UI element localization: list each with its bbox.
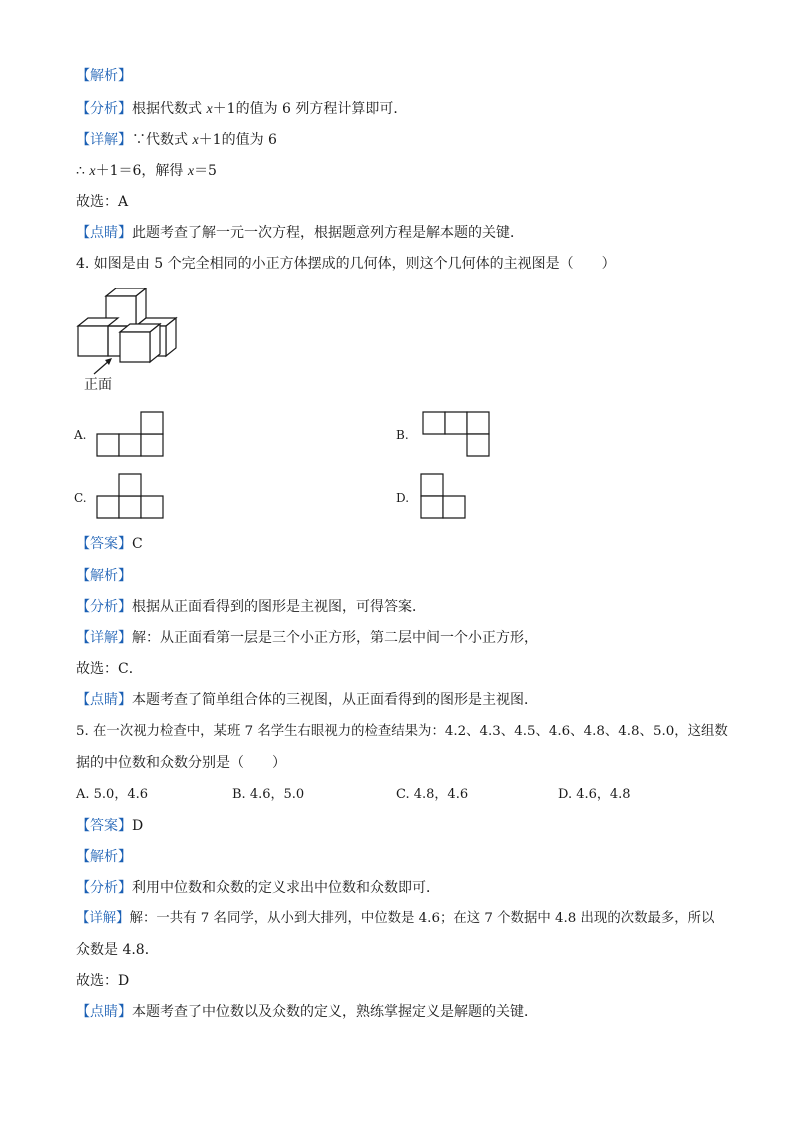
q4-jiexi-tag: 【解析】 [76,568,132,584]
q5-dianjing-text: 本题考查了中位数以及众数的定义，熟练掌握定义是解题的关键． [132,1004,538,1020]
q5-stem-line2: 据的中位数和众数分别是（ ） [76,755,286,771]
q3-step-var2: x [187,164,195,179]
q4-option-a-label: A. [74,428,87,442]
q3-xiangjie-tag: 【详解】 [76,132,132,148]
q5-option-c: C. 4.8，4.6 [396,787,469,802]
q5-option-a: A. 5.0，4.6 [76,787,149,802]
q3-xiangjie-pre: ∵代数式 [132,132,193,148]
q3-remark [76,224,524,242]
q5-detail-line1 [76,910,714,928]
q5-remark [76,1003,538,1021]
q4-option-a-figure [96,411,166,459]
q4-option-d-figure [420,473,468,521]
q3-fenxi-post: 的值为 6 列方程计算即可． [235,101,408,117]
q5-fenxi-tag: 【分析】 [76,880,132,896]
q3-detail [76,131,277,150]
q5-fenxi-text: 利用中位数和众数的定义求出中位数和众数即可． [132,880,440,896]
q5-jiexi-heading [76,848,132,866]
q3-dianjing-text: 此题考查了解一元一次方程，根据题意列方程是解本题的关键． [132,225,524,241]
q3-fenxi-pre: 根据代数式 [132,101,207,117]
q5-option-d: D. 4.6，4.8 [558,787,631,802]
q4-option-d-label: D. [396,491,410,505]
q3-xiangjie-var: x [192,133,199,148]
q4-remark [76,691,538,709]
q4-xiangjie-text: 解：从正面看第一层是三个小正方形，第二层中间一个小正方形， [132,630,538,646]
q4-option-c-figure [96,473,166,521]
q4-analysis [76,598,426,616]
q5-answer [76,817,143,835]
q4-answer-value: C [132,536,143,552]
q4-dianjing-text: 本题考查了简单组合体的三视图，从正面看得到的图形是主视图． [132,692,538,708]
q4-jiexi-heading [76,567,132,585]
q4-fenxi-text: 根据从正面看得到的图形是主视图，可得答案． [132,599,426,615]
q4-answer-line: 故选：C． [76,661,143,677]
q4-answer-tag: 【答案】 [76,536,132,552]
q3-step-post: ＝5 [194,163,217,179]
q4-fenxi-tag: 【分析】 [76,599,132,615]
q3-fenxi-tag: 【分析】 [76,101,132,117]
q3-fenxi-var: x [206,102,213,117]
q3-step-var: x [89,164,96,179]
q5-jiexi-tag: 【解析】 [76,849,132,865]
q5-xiangjie-tag: 【详解】 [76,911,130,926]
q4-option-b-figure [422,411,492,459]
q5-answer-tag: 【答案】 [76,818,132,834]
q5-answer-value: D [132,818,144,834]
q3-dianjing-tag: 【点睛】 [76,225,132,241]
q3-jiexi-tag: 【解析】 [76,68,132,84]
q5-dianjing-tag: 【点睛】 [76,1004,132,1020]
q3-analysis [76,100,407,119]
q3-step-pre: ∴ [76,163,90,179]
q3-fenxi-expr: ＋1 [212,101,236,117]
q4-option-b-label: B. [396,428,409,442]
q4-detail [76,629,538,647]
q5-answer-line: 故选：D [76,973,130,989]
q3-jiexi-heading [76,67,132,85]
q4-front-label: 正面 [84,377,112,393]
q3-step [76,162,217,181]
q4-dianjing-tag: 【点睛】 [76,692,132,708]
q3-step-mid: ＋1＝6，解得 [95,163,188,179]
q4-xiangjie-tag: 【详解】 [76,630,132,646]
q5-analysis [76,879,440,897]
q4-answer [76,535,143,553]
q5-option-b: B. 4.6，5.0 [232,787,305,802]
q3-xiangjie-post: ＋1的值为 6 [198,132,277,148]
q5-stem-line1: 5. 在一次视力检查中，某班 7 名学生右眼视力的检查结果为：4.2、4.3、4.5、4.6、4.8、4.8、5.0，这组数 [76,724,728,739]
q5-detail-line2: 众数是 4.8． [76,942,159,958]
q4-option-c-label: C. [74,491,87,505]
q5-xiangjie-text1: 解：一共有 7 名同学，从小到大排列，中位数是 4.6；在这 7 个数据中 4.8 出现的次数最多，所以 [129,911,715,926]
q3-answer-line: 故选：A [76,194,129,210]
q4-stem: 4. 如图是由 5 个完全相同的小正方体摆成的几何体，则这个几何体的主视图是（ ） [76,256,616,272]
